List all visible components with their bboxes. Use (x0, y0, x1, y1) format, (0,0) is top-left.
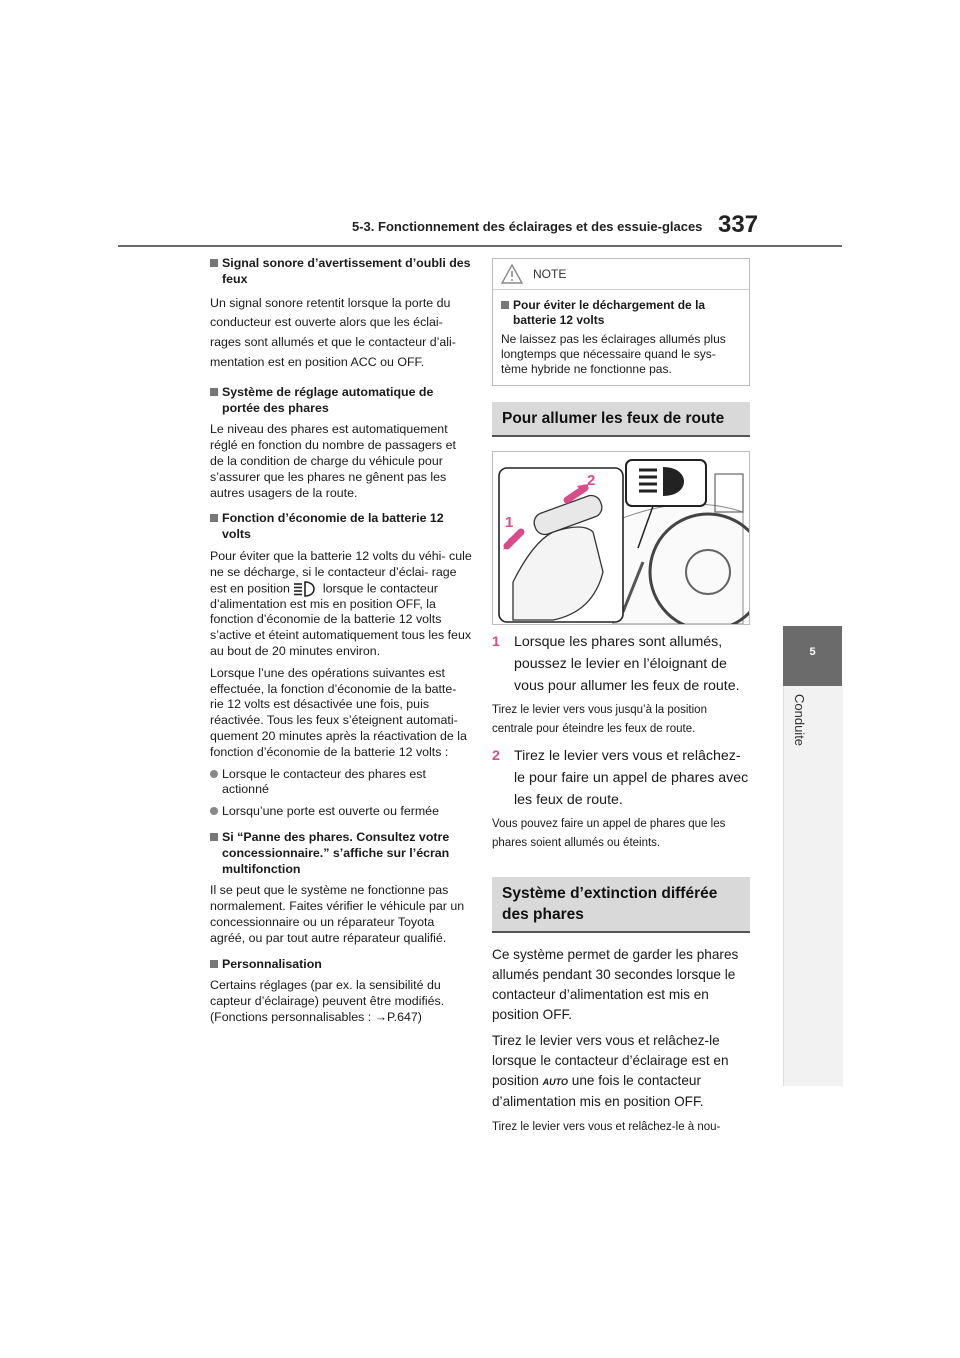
note-label: NOTE (533, 266, 567, 281)
text: lorsque le contacteur d’alimentation est mis en position OFF, la fonction d’économie de la batterie 12 volts s’active et éteint automatiquement tous les feux au bout de 20 minutes environ. (210, 580, 472, 659)
paragraph (492, 1031, 750, 1112)
note-body: Ne laissez pas les éclairages allumés plus longtemps que nécessaire quand le sys- tème hybride ne fonctionne pas. (501, 332, 726, 376)
note-box (492, 258, 750, 386)
right-column (492, 258, 750, 1143)
step-note: Tirez le levier vers vous jusqu’à la position centrale pour éteindre les feux de route. (492, 704, 707, 735)
step-text: Tirez le levier vers vous et relâchez- le pour faire un appel de phares avec les feux de route. (514, 748, 749, 808)
headlight-icon (293, 581, 319, 597)
step-text: Lorsque les phares sont allumés, poussez le levier en l’éloignant de vous pour allumer les feux de route. (514, 634, 740, 694)
chapter-label: Conduite (792, 694, 807, 747)
text: Pour éviter que la batterie 12 volts du véhi- cule ne se décharge, si le contacteur d’éclai- rage est en position (210, 548, 472, 595)
paragraph: Ce système permet de garder les phares allumés pendant 30 secondes lorsque le contacteur d’alimentation est mis en position OFF. (492, 947, 739, 1022)
steering-lever-illustration (493, 452, 749, 624)
left-column (210, 256, 472, 1032)
step-number: 1 (492, 634, 500, 650)
chapter-number: 5 (809, 646, 816, 658)
subheading: Fonction d’économie de la batterie 12 volts (210, 511, 472, 543)
chapter-tab (783, 626, 842, 686)
bullet-item: Lorsqu’une porte est ouverte ou fermée (210, 804, 472, 820)
section-heading: Système d’extinction différée des phares (492, 877, 750, 933)
note-header (493, 259, 749, 290)
lever-illustration (492, 451, 750, 625)
auto-symbol: AUTO (542, 1077, 568, 1087)
subheading: Signal sonore d’avertissement d’oubli des feux (210, 256, 472, 288)
paragraph: Certains réglages (par ex. la sensibilité du capteur d’éclairage) peuvent être modifiés. (Fonctions personnalisables : →P.647) (210, 978, 445, 1024)
paragraph: Lorsque l’une des opérations suivantes est effectuée, la fonction d’économie de la batte- rie 12 volts est désactivée une fois, puis réactivée. Tous les feux s’éteignent automati- quement 20 minutes après la réactivation de la fonction d’économie de la batterie 12 volts : (210, 665, 467, 759)
paragraph (210, 549, 472, 660)
paragraph: Le niveau des phares est automatiquement réglé en fonction du nombre de passagers et de la condition de charge du véhicule pour s’assurer que les phares ne gênent pas les autres usagers de la route. (210, 422, 456, 500)
subheading: Système de réglage automatique de portée des phares (210, 385, 472, 417)
bullet-item: Lorsque le contacteur des phares est actionné (210, 767, 472, 799)
callout-1: 1 (505, 514, 514, 531)
paragraph: Tirez le levier vers vous et relâchez-le à nou- (492, 1121, 721, 1133)
header-divider (118, 245, 842, 247)
step-1 (492, 631, 750, 697)
subheading: Si “Panne des phares. Consultez votre concessionnaire.” s’affiche sur l’écran multifonction (210, 830, 472, 877)
paragraph: Il se peut que le système ne fonctionne pas normalement. Faites vérifier le véhicule par un concessionnaire ou un réparateur Toyota agréé, ou par tout autre réparateur qualifié. (210, 883, 465, 945)
note-title: Pour éviter le déchargement de la batterie 12 volts (501, 298, 741, 328)
text: une fois le contacteur d’alimentation mis en position OFF. (492, 1073, 704, 1109)
text: Tirez le levier vers vous et relâchez-le lorsque le contacteur d’éclairage est en position (492, 1033, 729, 1088)
warning-icon (501, 264, 523, 284)
section-title: 5-3. Fonctionnement des éclairages et des essuie-glaces (352, 219, 703, 234)
subheading: Personnalisation (210, 957, 472, 973)
section-heading: Pour allumer les feux de route (492, 402, 750, 437)
page-number: 337 (718, 211, 759, 238)
step-2 (492, 745, 750, 811)
step-number: 2 (492, 748, 500, 764)
paragraph: Un signal sonore retentit lorsque la porte du conducteur est ouverte alors que les éclai- rages sont allumés et que le contacteur d’ali- mentation est en position ACC ou OFF. (210, 295, 456, 369)
step-note: Vous pouvez faire un appel de phares que les phares soient allumés ou éteints. (492, 818, 726, 849)
callout-2: 2 (587, 472, 596, 489)
